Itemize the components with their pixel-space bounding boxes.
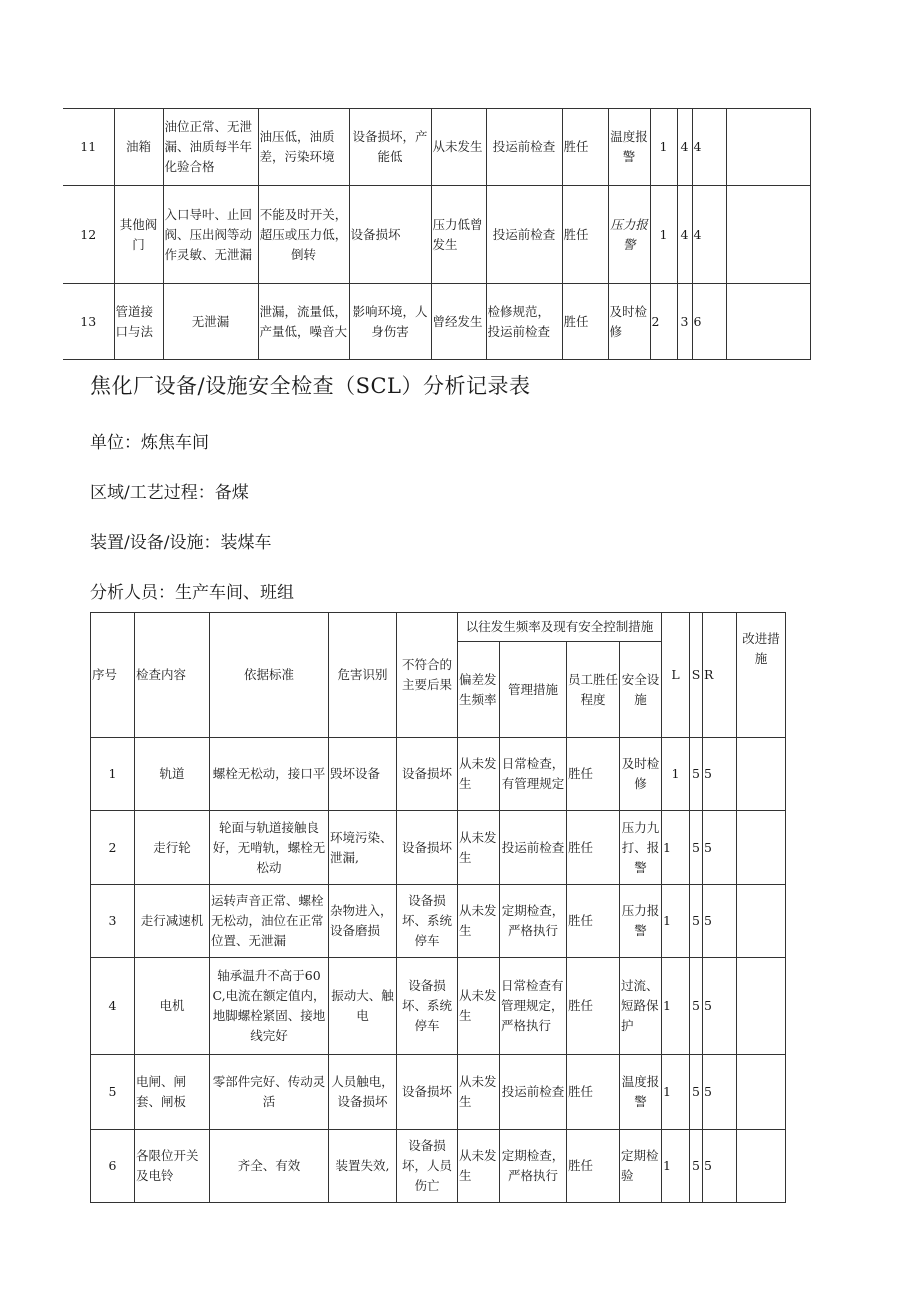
cell-consequence: 设备损坏，产能低	[349, 109, 431, 186]
cell-mgmt: 投运前检查	[500, 1055, 567, 1130]
cell-consequence: 影响环境，人身伤害	[349, 284, 431, 360]
cell-hazard: 人员触电，设备损坏	[329, 1055, 397, 1130]
cell-s: 5	[690, 958, 703, 1055]
cell-consequence: 设备损坏	[397, 1055, 458, 1130]
cell-s: 5	[690, 738, 703, 811]
cell-r: 5	[703, 1055, 737, 1130]
cell-mgmt: 日常检查有管理规定，严格执行	[500, 958, 567, 1055]
table-row	[91, 811, 786, 885]
header-no: 序号	[91, 613, 135, 738]
cell-improve	[737, 1130, 786, 1203]
cell-mgmt: 定期检查，严格执行	[500, 885, 567, 958]
cell-s: 4	[677, 186, 692, 284]
header-improve: 改进措施	[737, 613, 786, 738]
cell-l: 1	[650, 186, 677, 284]
cell-no: 3	[91, 885, 135, 958]
cell-safety: 温度报警	[620, 1055, 662, 1130]
cell-l: 1	[662, 958, 690, 1055]
cell-no: 11	[63, 109, 114, 186]
cell-no: 12	[63, 186, 114, 284]
header-mgmt: 管理措施	[500, 642, 567, 738]
header-freq: 偏差发生频率	[458, 642, 500, 738]
table-row	[91, 885, 786, 958]
cell-l: 1	[662, 811, 690, 885]
cell-freq: 曾经发生	[431, 284, 486, 360]
cell-hazard: 不能及时开关，超压或压力低，倒转	[258, 186, 349, 284]
cell-r: 6	[692, 284, 726, 360]
cell-r: 5	[703, 958, 737, 1055]
table-row	[63, 109, 810, 186]
top-table	[63, 108, 811, 360]
cell-consequence: 设备损坏	[397, 811, 458, 885]
header-r: R	[703, 613, 737, 738]
cell-l: 1	[662, 1130, 690, 1203]
table-row	[91, 1055, 786, 1130]
cell-standard: 无泄漏	[163, 284, 258, 360]
table-row	[63, 186, 810, 284]
cell-improve	[737, 1055, 786, 1130]
cell-staff: 胜任	[567, 738, 620, 811]
cell-consequence: 设备损坏	[349, 186, 431, 284]
cell-standard: 入口导叶、止回阀、压出阀等动作灵敏、无泄漏	[163, 186, 258, 284]
cell-hazard: 杂物进入，设备磨损	[329, 885, 397, 958]
cell-safety: 压力报警	[620, 885, 662, 958]
cell-l: 1	[662, 738, 690, 811]
cell-l: 1	[662, 885, 690, 958]
cell-no: 5	[91, 1055, 135, 1130]
cell-staff: 胜任	[567, 1055, 620, 1130]
cell-improve	[726, 109, 810, 186]
cell-safety: 及时检修	[620, 738, 662, 811]
cell-hazard: 装置失效,	[329, 1130, 397, 1203]
cell-item: 其他阀门	[114, 186, 163, 284]
cell-staff: 胜任	[567, 885, 620, 958]
cell-r: 5	[703, 1130, 737, 1203]
cell-improve	[737, 958, 786, 1055]
cell-improve	[737, 885, 786, 958]
header-hazard: 危害识别	[329, 613, 397, 738]
cell-freq: 从未发生	[458, 811, 500, 885]
cell-no: 6	[91, 1130, 135, 1203]
cell-hazard: 泄漏，流量低，产量低，噪音大	[258, 284, 349, 360]
page-title: 焦化厂设备/设施安全检查（SCL）分析记录表	[90, 374, 531, 398]
cell-freq: 从未发生	[458, 1055, 500, 1130]
table-row	[91, 958, 786, 1055]
cell-hazard: 环境污染、泄漏,	[329, 811, 397, 885]
cell-s: 4	[677, 109, 692, 186]
cell-standard: 油位正常、无泄漏、油质每半年化验合格	[163, 109, 258, 186]
meta-unit: 单位：炼焦车间	[90, 433, 209, 453]
cell-item: 各限位开关及电铃	[135, 1130, 210, 1203]
cell-standard: 零部件完好、传动灵活	[210, 1055, 329, 1130]
header-row	[91, 613, 786, 642]
cell-item: 电机	[135, 958, 210, 1055]
cell-mgmt: 定期检查，严格执行	[500, 1130, 567, 1203]
cell-staff: 胜任	[567, 1130, 620, 1203]
cell-freq: 从未发生	[458, 738, 500, 811]
cell-staff: 胜任	[567, 811, 620, 885]
cell-mgmt: 日常检查，有管理规定	[500, 738, 567, 811]
cell-safety: 过流、短路保护	[620, 958, 662, 1055]
cell-standard: 运转声音正常、螺栓无松动，油位在正常位置、无泄漏	[210, 885, 329, 958]
cell-staff: 胜任	[562, 186, 608, 284]
header-safety: 安全设施	[620, 642, 662, 738]
cell-no: 1	[91, 738, 135, 811]
header-consequence: 不符合的主要后果	[397, 613, 458, 738]
header-item: 检查内容	[135, 613, 210, 738]
cell-standard: 螺栓无松动，接口平	[210, 738, 329, 811]
cell-improve	[726, 186, 810, 284]
cell-item: 电闸、闸套、闸板	[135, 1055, 210, 1130]
header-standard: 依据标准	[210, 613, 329, 738]
cell-l: 1	[662, 1055, 690, 1130]
meta-analysts: 分析人员：生产车间、班组	[90, 583, 294, 603]
cell-staff: 胜任	[567, 958, 620, 1055]
cell-no: 13	[63, 284, 114, 360]
cell-safety: 压力报警	[608, 186, 650, 284]
cell-s: 5	[690, 1130, 703, 1203]
cell-s: 5	[690, 885, 703, 958]
cell-mgmt: 投运前检查	[500, 811, 567, 885]
cell-s: 3	[677, 284, 692, 360]
cell-item: 管道接口与法	[114, 284, 163, 360]
cell-staff: 胜任	[562, 284, 608, 360]
cell-r: 4	[692, 109, 726, 186]
table-row	[63, 284, 810, 360]
cell-mgmt: 检修规范，投运前检查	[486, 284, 562, 360]
cell-staff: 胜任	[562, 109, 608, 186]
cell-freq: 从未发生	[458, 1130, 500, 1203]
cell-s: 5	[690, 1055, 703, 1130]
cell-standard: 轮面与轨道接触良好，无啃轨，螺栓无松动	[210, 811, 329, 885]
cell-hazard: 振动大、触电	[329, 958, 397, 1055]
header-s: S	[690, 613, 703, 738]
table-row	[91, 1130, 786, 1203]
cell-r: 5	[703, 811, 737, 885]
cell-freq: 从未发生	[431, 109, 486, 186]
header-staff: 员工胜任程度	[567, 642, 620, 738]
cell-item: 轨道	[135, 738, 210, 811]
cell-l: 2	[650, 284, 677, 360]
cell-no: 2	[91, 811, 135, 885]
header-l: L	[662, 613, 690, 738]
cell-r: 5	[703, 885, 737, 958]
cell-freq: 从未发生	[458, 885, 500, 958]
cell-freq: 压力低曾发生	[431, 186, 486, 284]
cell-freq: 从未发生	[458, 958, 500, 1055]
cell-s: 5	[690, 811, 703, 885]
cell-hazard: 毁坏设备	[329, 738, 397, 811]
cell-consequence: 设备损坏、系统停车	[397, 958, 458, 1055]
cell-l: 1	[650, 109, 677, 186]
cell-consequence: 设备损坏、系统停车	[397, 885, 458, 958]
cell-improve	[737, 738, 786, 811]
cell-item: 走行减速机	[135, 885, 210, 958]
meta-area: 区域/工艺过程：备煤	[90, 483, 249, 503]
cell-safety: 温度报警	[608, 109, 650, 186]
cell-no: 4	[91, 958, 135, 1055]
cell-item: 走行轮	[135, 811, 210, 885]
meta-device: 装置/设备/设施：装煤车	[90, 533, 272, 553]
header-group: 以往发生频率及现有安全控制措施	[458, 613, 662, 642]
cell-improve	[726, 284, 810, 360]
table-row	[91, 738, 786, 811]
cell-improve	[737, 811, 786, 885]
cell-item: 油箱	[114, 109, 163, 186]
cell-mgmt: 投运前检查	[486, 109, 562, 186]
cell-standard: 轴承温升不高于60C,电流在额定值内，地脚螺栓紧固、接地线完好	[210, 958, 329, 1055]
scl-table	[90, 612, 786, 1203]
cell-standard: 齐全、有效	[210, 1130, 329, 1203]
cell-r: 4	[692, 186, 726, 284]
cell-safety: 及时检修	[608, 284, 650, 360]
cell-mgmt: 投运前检查	[486, 186, 562, 284]
cell-hazard: 油压低，油质差，污染环境	[258, 109, 349, 186]
cell-safety: 压力九打、报警	[620, 811, 662, 885]
cell-safety: 定期检验	[620, 1130, 662, 1203]
cell-consequence: 设备损坏	[397, 738, 458, 811]
cell-consequence: 设备损坏，人员伤亡	[397, 1130, 458, 1203]
cell-r: 5	[703, 738, 737, 811]
